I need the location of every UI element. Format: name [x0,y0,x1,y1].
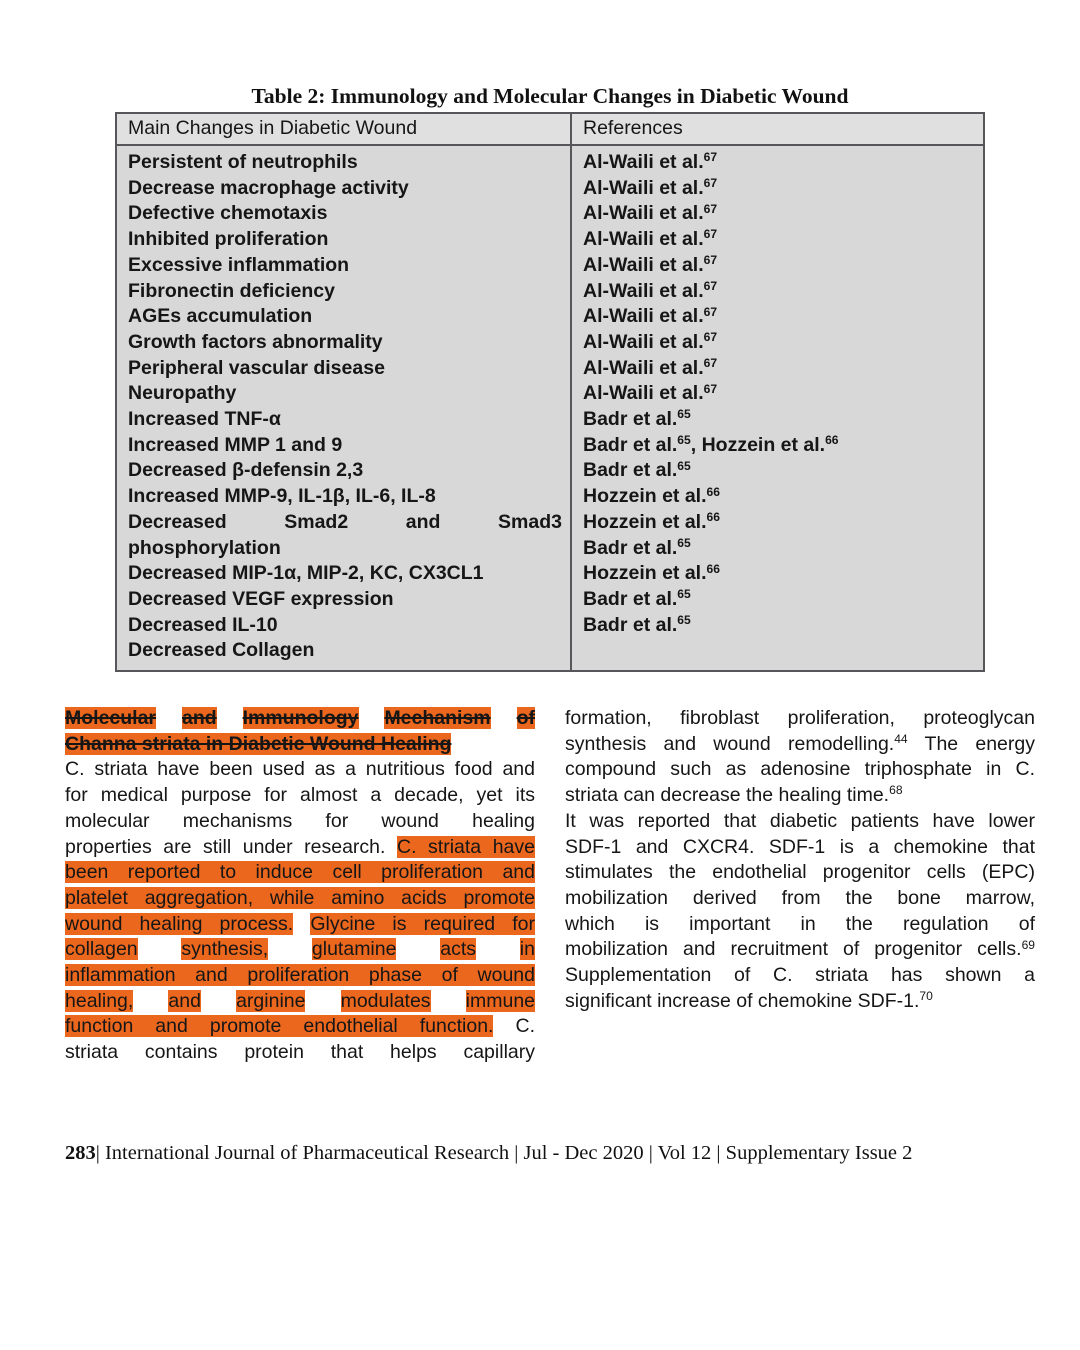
text-line [583,227,975,253]
text-line [583,536,975,562]
text-line [128,201,562,227]
text-segment [431,990,466,1012]
text-segment: Peripheral vascular disease [128,356,385,379]
text-line [65,886,535,912]
text-segment: Al-Waili et al. [583,356,704,379]
reference-superscript: 65 [677,613,691,628]
text-line [128,458,562,484]
text-line [583,587,975,613]
reference-superscript: 67 [703,278,718,293]
text-segment: Decreased IL-10 [128,613,278,636]
text-line [128,407,562,433]
text-line [565,732,1035,758]
reference-superscript: 67 [703,330,718,345]
text-line [583,381,975,407]
text-line [583,201,975,227]
text-line [583,279,975,305]
text-line [565,706,1035,732]
highlighted-text: of [516,707,535,729]
text-line [65,732,535,758]
text-segment: which is important in the regulation of [565,912,1035,935]
table-block [115,84,985,672]
text-line [128,304,562,330]
text-line [565,937,1035,963]
text-line [583,253,975,279]
table-header-main-changes: Main Changes in Diabetic Wound [117,114,572,146]
text-line [65,757,535,783]
text-line [583,510,975,536]
text-segment: Excessive inflammation [128,253,350,276]
text-line [565,809,1035,835]
highlighted-text: Immunology [242,707,359,729]
highlighted-text: been reported to induce cell proliferation and [65,861,535,884]
text-line [583,150,975,176]
reference-superscript: 66 [706,561,720,576]
text-segment: SDF-1 and CXCR4. SDF-1 is a chemokine that [565,835,1035,858]
text-segment: for medical purpose for almost a decade, yet its [65,784,535,807]
text-segment: Al-Waili et al. [583,279,704,302]
highlighted-text: healing, [65,989,134,1012]
text-segment: Decreased Collagen [128,639,315,662]
text-line [583,638,975,664]
text-segment: Increased MMP-9, IL-1β, IL-6, IL-8 [128,485,436,508]
text-line [583,613,975,639]
text-line [128,253,562,279]
text-line [565,783,1035,809]
text-line [128,613,562,639]
highlighted-text: Molecular [65,707,157,729]
text-line [65,706,535,732]
text-segment: Hozzein et al. [583,510,707,533]
text-line [583,356,975,382]
text-line [565,835,1035,861]
reference-superscript: 67 [703,227,718,242]
highlighted-text: arginine [236,989,306,1012]
text-line [583,176,975,202]
highlighted-text: wound healing process. [65,912,294,935]
text-line [565,989,1035,1015]
text-segment: , Hozzein et al. [690,433,826,456]
reference-superscript: 66 [825,433,839,448]
table-header-references: References [572,114,983,146]
text-line [128,510,562,536]
text-line [128,587,562,613]
text-segment: Decrease macrophage activity [128,176,409,199]
text-line [128,536,562,562]
text-line [65,937,535,963]
reference-superscript: 67 [703,304,718,319]
highlighted-text: Channa striata in Diabetic Wound Healing [65,732,452,755]
text-line [565,757,1035,783]
text-segment: Hozzein et al. [583,485,707,508]
text-segment: Decreased β-defensin 2,3 [128,459,364,482]
text-line [128,484,562,510]
text-segment: Al-Waili et al. [583,330,704,353]
text-segment [476,938,520,960]
text-segment: Al-Waili et al. [583,382,704,405]
text-line [128,330,562,356]
text-line [128,227,562,253]
reference-superscript: 65 [677,433,691,448]
text-segment: Al-Waili et al. [583,202,704,225]
text-segment: C. [493,1015,535,1038]
highlighted-text: Glycine is required for [310,912,535,935]
text-segment: Hozzein et al. [583,562,707,585]
text-segment: AGEs accumulation [128,305,313,328]
text-segment [293,913,310,935]
highlighted-text: collagen [65,938,138,961]
text-line [128,561,562,587]
text-line [583,304,975,330]
two-column-text [65,706,1035,1066]
text-line [565,886,1035,912]
highlighted-text: synthesis, [181,938,269,961]
reference-superscript: 70 [919,989,933,1004]
text-segment: Al-Waili et al. [583,253,704,276]
text-segment: Fibronectin deficiency [128,279,335,302]
text-segment: Badr et al. [583,459,678,482]
highlighted-text: and [181,707,217,729]
text-segment: Al-Waili et al. [583,228,704,251]
text-segment: formation, fibroblast proliferation, proteoglycan [565,707,1035,729]
text-segment [359,707,385,729]
text-segment: significant increase of chemokine SDF-1. [565,989,920,1012]
reference-superscript: 69 [1021,937,1035,952]
text-segment [268,938,312,960]
text-segment: Badr et al. [583,536,678,559]
text-segment: C. striata have been used as a nutritious food and [65,758,535,781]
text-line [128,433,562,459]
text-segment: 283 [65,1142,96,1164]
text-segment: Increased MMP 1 and 9 [128,433,343,456]
text-segment: phosphorylation [128,536,281,559]
text-segment: Badr et al. [583,408,678,431]
text-segment [201,990,236,1012]
text-segment: Decreased MIP-1α, MIP-2, KC, CX3CL1 [128,562,484,585]
text-segment [217,707,243,729]
reference-superscript: 67 [703,150,718,165]
highlighted-text: in [519,938,535,961]
text-segment: striata can decrease the healing time. [565,784,890,807]
text-segment: Badr et al. [583,587,678,610]
highlighted-text: immune [465,989,536,1012]
text-segment: compound such as adenosine triphosphate in C. [565,758,1035,781]
highlighted-text: acts [440,938,477,961]
text-line [65,783,535,809]
highlighted-text: C. striata have [397,835,535,858]
text-segment: Supplementation of C. striata has shown a [565,964,1035,987]
text-line [65,963,535,989]
table-cell-references [572,146,983,670]
text-segment: | International Journal of Pharmaceutical Research | Jul - Dec 2020 | Vol 12 | Supplementary Issue 2 [95,1142,913,1164]
text-segment: Badr et al. [583,613,678,636]
text-segment: Increased TNF-α [128,408,281,431]
text-line [583,407,975,433]
text-segment: mobilization and recruitment of progenitor cells. [565,938,1022,961]
reference-superscript: 65 [677,587,691,602]
immunology-table [115,112,985,672]
highlighted-text: Mechanism [384,707,491,729]
text-segment: Persistent of neutrophils [128,151,358,173]
text-line [65,1014,535,1040]
text-segment [583,639,588,661]
text-line [65,835,535,861]
highlighted-text: function and promote endothelial function. [65,1015,494,1038]
text-segment: properties are still under research. [65,835,397,858]
text-line [565,963,1035,989]
text-line [565,912,1035,938]
reference-superscript: 44 [894,732,908,747]
text-segment: The energy [907,732,1035,755]
text-segment: Al-Waili et al. [583,305,704,328]
left-text-column [65,706,535,1066]
text-segment: Growth factors abnormality [128,330,383,353]
text-segment: Al-Waili et al. [583,176,704,199]
reference-superscript: 65 [677,535,691,550]
text-line [583,433,975,459]
reference-superscript: 66 [706,484,720,499]
text-line [128,638,562,664]
text-segment: Al-Waili et al. [583,151,704,173]
text-line [565,860,1035,886]
highlighted-text: glutamine [311,938,397,961]
text-segment [491,707,517,729]
highlighted-text: inflammation and proliferation phase of wound [65,964,535,987]
highlighted-text: and [168,989,201,1012]
reference-superscript: 65 [677,407,691,422]
highlighted-text: platelet aggregation, while amino acids promote [65,886,535,909]
text-line [65,860,535,886]
text-line [583,561,975,587]
text-line [65,809,535,835]
text-segment [156,707,182,729]
text-segment: mobilization derived from the bone marrow, [565,886,1035,909]
text-line [128,150,562,176]
text-line [65,1040,535,1066]
text-line [128,279,562,305]
text-segment: Inhibited proliferation [128,228,329,251]
text-segment: molecular mechanisms for wound healing [65,809,535,832]
reference-superscript: 67 [703,176,718,191]
text-line [583,330,975,356]
text-segment: Decreased VEGF expression [128,587,394,610]
text-line [128,176,562,202]
text-line [583,484,975,510]
table-cell-main-changes [117,146,572,670]
table-caption: Table 2: Immunology and Molecular Changes in Diabetic Wound [251,84,849,108]
highlighted-text: modulates [340,989,431,1012]
text-segment: Badr et al. [583,433,678,456]
text-line [128,356,562,382]
reference-superscript: 68 [889,783,903,798]
text-segment: Neuropathy [128,382,237,405]
reference-superscript: 65 [677,458,691,473]
right-text-column [565,706,1035,1066]
text-segment: It was reported that diabetic patients have lower [565,809,1035,832]
text-line [65,1142,1025,1165]
reference-superscript: 67 [703,381,718,396]
text-segment [138,938,182,960]
text-segment: Decreased Smad2 and Smad3 [128,510,562,533]
reference-superscript: 67 [703,253,718,268]
text-segment: synthesis and wound remodelling. [565,732,895,755]
text-line [65,912,535,938]
text-segment: striata contains protein that helps capillary [65,1041,535,1064]
text-line [583,458,975,484]
page-footer [65,1142,1025,1165]
text-segment: stimulates the endothelial progenitor cells (EPC) [565,861,1035,884]
text-segment: Defective chemotaxis [128,202,328,225]
text-line [65,989,535,1015]
text-segment [133,990,168,1012]
reference-superscript: 66 [706,510,720,525]
reference-superscript: 67 [703,201,718,216]
reference-superscript: 67 [703,355,718,370]
text-segment [396,938,440,960]
text-segment [305,990,340,1012]
text-line [128,381,562,407]
